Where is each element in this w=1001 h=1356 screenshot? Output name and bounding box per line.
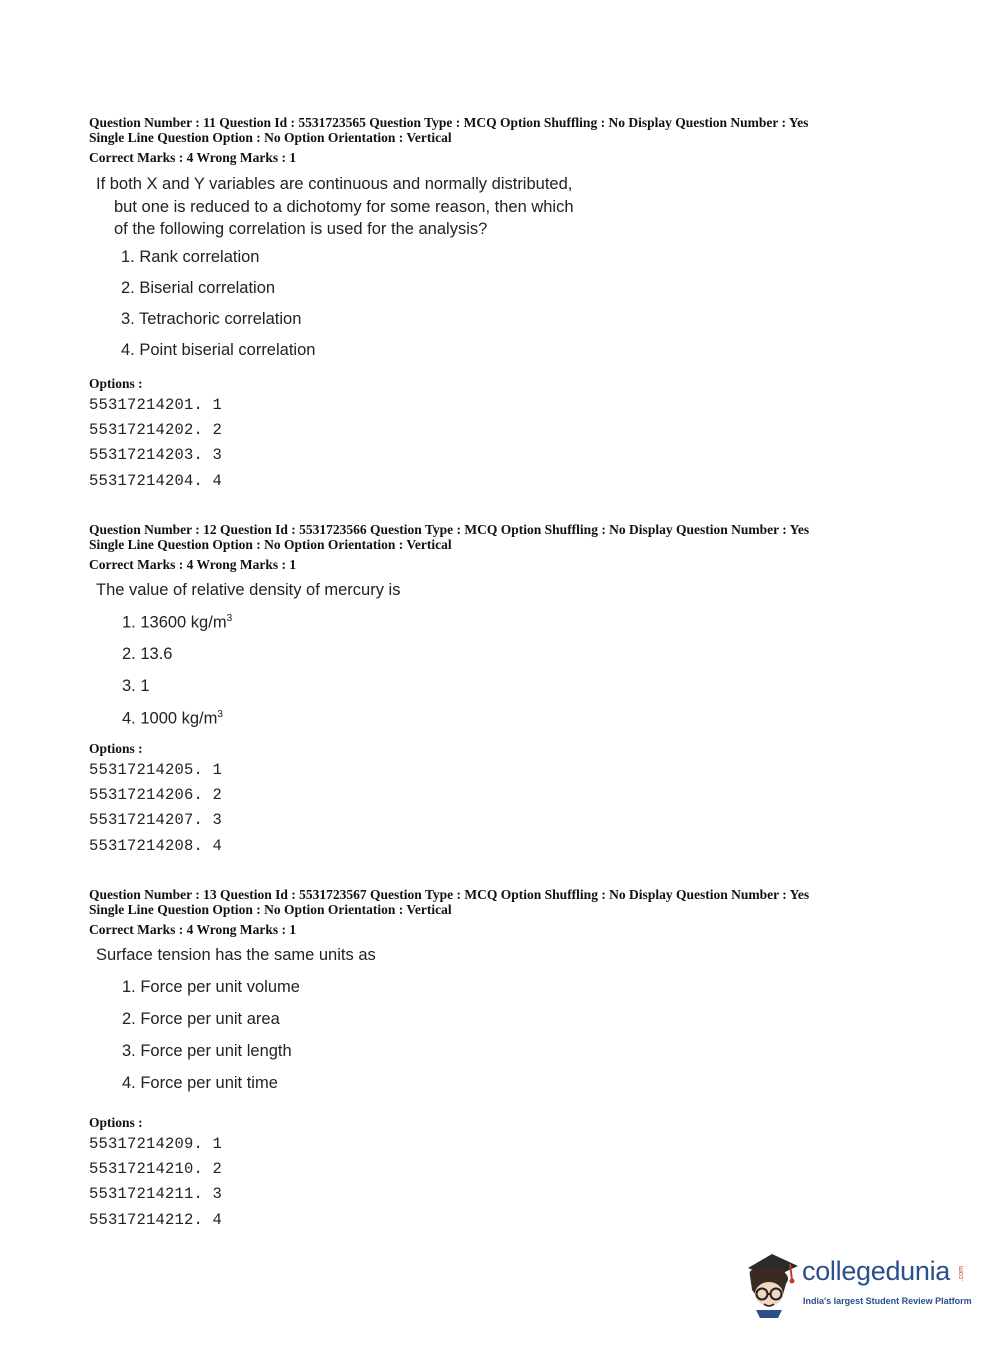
answer-choice: 2. 13.6 <box>122 645 173 663</box>
question-meta-line1: Question Number : 13 Question Id : 5531723567 Question Type : MCQ Option Shuffling : No Display Question Number : Yes <box>89 887 810 902</box>
question-text-line: If both X and Y variables are continuous and normally distributed, <box>96 175 573 193</box>
option-id: 55317214205. 1 <box>89 761 223 779</box>
question-text-line: but one is reduced to a dichotomy for some reason, then which <box>114 197 574 216</box>
superscript: 3 <box>226 613 233 624</box>
answer-choice: 4. Point biserial correlation <box>121 341 316 359</box>
option-id: 55317214201. 1 <box>89 396 223 414</box>
collegedunia-logo[interactable] <box>742 1250 972 1320</box>
question-block-13 <box>89 887 969 937</box>
option-id: 55317214207. 3 <box>89 811 223 829</box>
question-meta-line2: Single Line Question Option : No Option Orientation : Vertical <box>89 130 452 145</box>
answer-choice: 3. Force per unit length <box>122 1042 292 1060</box>
option-id: 55317214203. 3 <box>89 446 223 464</box>
question-block-12 <box>89 522 969 572</box>
question-text: Surface tension has the same units as <box>96 946 376 964</box>
answer-choice: 1. Rank correlation <box>121 248 260 266</box>
question-text <box>96 173 574 241</box>
answer-choice: 3. Tetrachoric correlation <box>121 310 302 328</box>
answer-choice: 4. Force per unit time <box>122 1074 278 1092</box>
question-meta-line2: Single Line Question Option : No Option Orientation : Vertical <box>89 537 452 552</box>
option-id: 55317214209. 1 <box>89 1135 223 1153</box>
brand-name: collegedunia <box>802 1256 951 1286</box>
answer-choice: 1. Force per unit volume <box>122 978 300 996</box>
question-meta-line1: Question Number : 11 Question Id : 5531723565 Question Type : MCQ Option Shuffling : No Display Question Number : Yes <box>89 115 809 130</box>
question-marks: Correct Marks : 4 Wrong Marks : 1 <box>89 922 297 937</box>
question-text: The value of relative density of mercury is <box>96 581 401 599</box>
question-marks: Correct Marks : 4 Wrong Marks : 1 <box>89 150 297 165</box>
option-id: 55317214206. 2 <box>89 786 223 804</box>
question-meta-line1: Question Number : 12 Question Id : 5531723566 Question Type : MCQ Option Shuffling : No Display Question Number : Yes <box>89 522 810 537</box>
answer-choice <box>122 709 223 729</box>
answer-choice: 2. Force per unit area <box>122 1010 280 1028</box>
option-id: 55317214211. 3 <box>89 1185 223 1203</box>
question-text-line: of the following correlation is used for the analysis? <box>114 220 488 238</box>
mascot-icon <box>742 1250 802 1318</box>
options-label: Options : <box>89 376 143 391</box>
option-id: 55317214202. 2 <box>89 421 223 439</box>
option-id: 55317214208. 4 <box>89 837 223 855</box>
options-label: Options : <box>89 1115 143 1130</box>
option-id: 55317214210. 2 <box>89 1160 223 1178</box>
options-label: Options : <box>89 741 143 756</box>
answer-choice-text: 4. 1000 kg/m <box>122 709 218 728</box>
option-id: 55317214212. 4 <box>89 1211 223 1229</box>
question-meta-line2: Single Line Question Option : No Option Orientation : Vertical <box>89 902 452 917</box>
superscript: 3 <box>217 709 223 720</box>
brand-tagline: India's largest Student Review Platform <box>803 1296 972 1306</box>
brand-domain-suffix: .com <box>958 1266 965 1282</box>
option-id: 55317214204. 4 <box>89 472 223 490</box>
question-block-11 <box>89 115 969 165</box>
answer-choice <box>122 613 232 633</box>
answer-choice-text: 1. 13600 kg/m <box>122 613 227 632</box>
question-marks: Correct Marks : 4 Wrong Marks : 1 <box>89 557 297 572</box>
answer-choice: 2. Biserial correlation <box>121 279 276 297</box>
answer-choice: 3. 1 <box>122 677 150 695</box>
